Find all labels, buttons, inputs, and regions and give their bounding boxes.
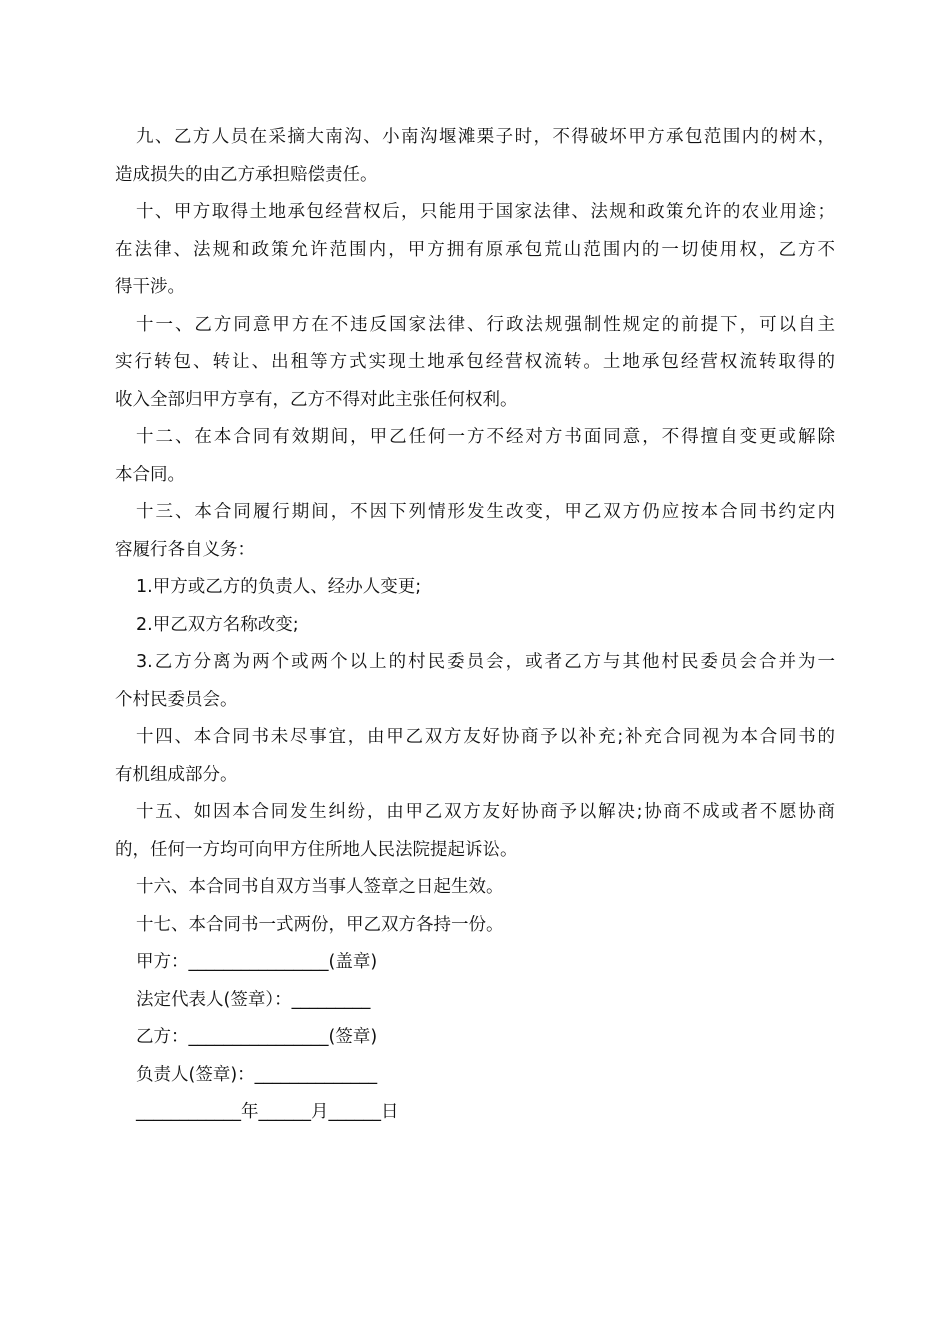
clause-14 <box>115 719 835 794</box>
party-b-line: 乙方：________________(签章) <box>136 1027 378 1047</box>
date-line: ____________年______月______日 <box>136 1102 399 1122</box>
text-line: 造成损失的由乙方承担赔偿责任。 <box>115 164 378 185</box>
document-body <box>115 119 835 1132</box>
text-line: 九、乙方人员在采摘大南沟、小南沟堰滩栗子时，不得破坏甲方承包范围内的树木， <box>136 127 835 147</box>
text-line: 十五、如因本合同发生纠纷，由甲乙双方友好协商予以解决;协商不成或者不愿协商 <box>136 802 835 822</box>
clause-11 <box>115 307 835 420</box>
clause-9 <box>115 119 835 194</box>
text-line: 十六、本合同书自双方当事人签章之日起生效。 <box>136 877 504 897</box>
clause-12 <box>115 419 835 494</box>
clause-15 <box>115 794 835 869</box>
text-line: 十四、本合同书未尽事宜，由甲乙双方友好协商予以补充;补充合同视为本合同书的 <box>136 727 835 747</box>
text-line: 得干涉。 <box>115 277 185 297</box>
text-line: 容履行各自义务： <box>115 539 255 560</box>
legal-representative-line: 法定代表人(签章）：_________ <box>136 989 371 1010</box>
text-line: 实行转包、转让、出租等方式实现土地承包经营权流转。土地承包经营权流转取得的 <box>115 352 835 372</box>
party-a-line: 甲方：________________(盖章) <box>136 952 378 972</box>
clause-13-item-3 <box>115 644 835 719</box>
text-line: 2.甲乙双方名称改变; <box>136 614 299 635</box>
clause-10 <box>115 194 835 307</box>
text-line: 十三、本合同履行期间，不因下列情形发生改变，甲乙双方仍应按本合同书约定内 <box>136 502 835 522</box>
text-line: 十二、在本合同有效期间，甲乙任何一方不经对方书面同意，不得擅自变更或解除 <box>136 427 835 447</box>
text-line: 本合同。 <box>115 464 185 485</box>
text-line: 十一、乙方同意甲方在不违反国家法律、行政法规强制性规定的前提下，可以自主 <box>136 314 835 335</box>
responsible-person-line: 负责人(签章)：______________ <box>136 1064 378 1085</box>
signature-block <box>115 944 835 1132</box>
text-line: 1.甲方或乙方的负责人、经办人变更; <box>136 577 422 597</box>
clause-13-item-1 <box>115 569 835 607</box>
text-line: 3.乙方分离为两个或两个以上的村民委员会，或者乙方与其他村民委员会合并为一 <box>136 652 835 672</box>
text-line: 的，任何一方均可向甲方住所地人民法院提起诉讼。 <box>115 839 518 860</box>
text-line: 个村民委员会。 <box>115 689 238 710</box>
clause-16 <box>115 869 835 907</box>
clause-13 <box>115 494 835 569</box>
clause-13-item-2 <box>115 607 835 645</box>
clause-17 <box>115 907 835 945</box>
text-line: 十、甲方取得土地承包经营权后，只能用于国家法律、法规和政策允许的农业用途； <box>136 202 835 222</box>
text-line: 十七、本合同书一式两份，甲乙双方各持一份。 <box>136 914 504 935</box>
text-line: 有机组成部分。 <box>115 764 238 785</box>
text-line: 在法律、法规和政策允许范围内，甲方拥有原承包荒山范围内的一切使用权，乙方不 <box>115 239 835 260</box>
text-line: 收入全部归甲方享有，乙方不得对此主张任何权利。 <box>115 389 518 410</box>
